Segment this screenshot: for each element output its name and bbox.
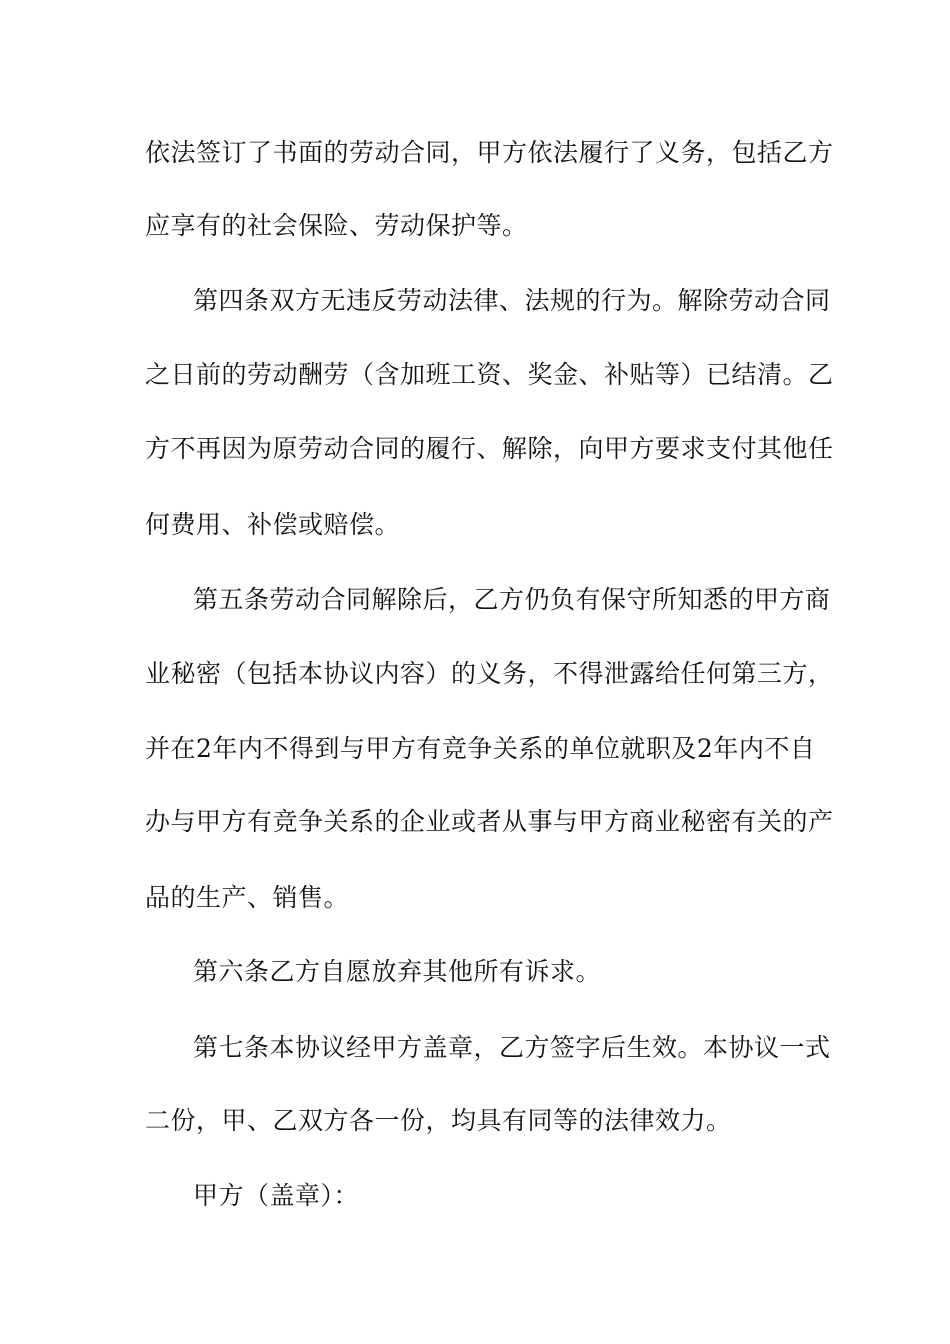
party-a-seal-label: 甲方（盖章）： — [193, 1181, 360, 1210]
article-5-text: 第五条劳动合同解除后，乙方仍负有保守所知悉的甲方商 — [193, 585, 831, 614]
body-text-line: 之日前的劳动酬劳（含加班工资、奖金、补贴等）已结清。乙 — [145, 360, 834, 389]
body-text-line: 二份，甲、乙双方各一份，均具有同等的法律效力。 — [145, 1106, 732, 1135]
body-text-line: 应享有的社会保险、劳动保护等。 — [145, 211, 528, 240]
body-text-line: 并在2年内不得到与甲方有竞争关系的单位就职及2年内不自 — [145, 734, 816, 763]
article-7-text: 第七条本协议经甲方盖章，乙方签字后生效。本协议一式 — [193, 1033, 831, 1062]
body-text-line: 方不再因为原劳动合同的履行、解除，向甲方要求支付其他任 — [145, 434, 834, 463]
body-text-line: 何费用、补偿或赔偿。 — [145, 510, 401, 539]
article-4-text: 第四条双方无违反劳动法律、法规的行为。解除劳动合同 — [193, 286, 831, 315]
body-text-line: 品的生产、销售。 — [145, 883, 350, 912]
body-text-line: 业秘密（包括本协议内容）的义务，不得泄露给任何第三方， — [145, 659, 834, 688]
body-text-line: 依法签订了书面的劳动合同，甲方依法履行了义务，包括乙方 — [145, 138, 834, 167]
article-6-text: 第六条乙方自愿放弃其他所有诉求。 — [193, 957, 602, 986]
body-text-line: 办与甲方有竞争关系的企业或者从事与甲方商业秘密有关的产 — [145, 807, 834, 836]
